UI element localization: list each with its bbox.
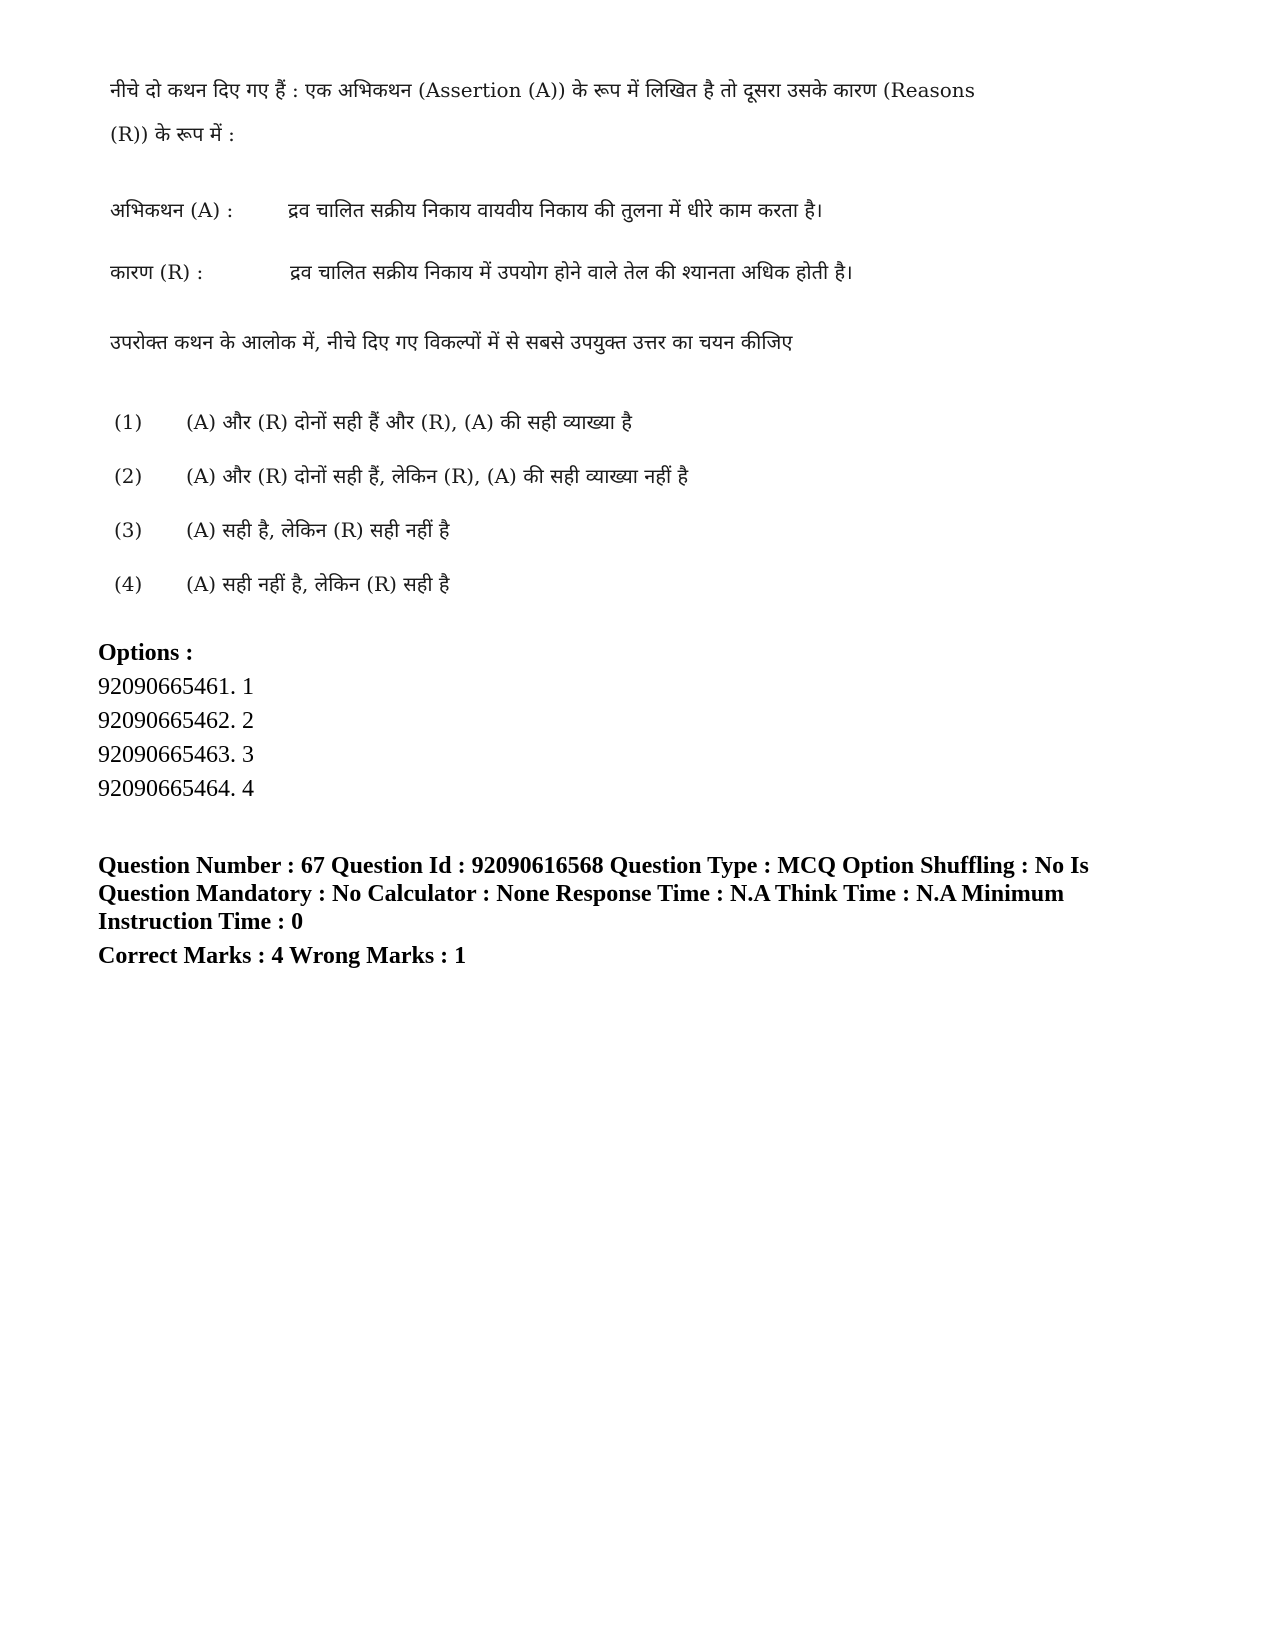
option-item: 92090665462. 2 <box>98 708 254 734</box>
question-meta-line: Question Mandatory : No Calculator : None Response Time : N.A Think Time : N.A Minimum <box>98 881 1065 907</box>
choice-number: (2) <box>114 464 143 488</box>
choice-text: (A) और (R) दोनों सही हैं, लेकिन (R), (A) की सही व्याख्या नहीं है <box>186 464 689 488</box>
choice-text: (A) और (R) दोनों सही हैं और (R), (A) की सही व्याख्या है <box>186 410 632 434</box>
reason-label: कारण (R) : <box>110 260 204 284</box>
option-item: 92090665461. 1 <box>98 674 254 700</box>
options-heading: Options : <box>98 640 194 666</box>
option-item: 92090665464. 4 <box>98 776 254 802</box>
choice-number: (3) <box>114 518 143 542</box>
reason-text: द्रव चालित सक्रीय निकाय में उपयोग होने वाले तेल की श्यानता अधिक होती है। <box>290 260 853 284</box>
choice-text: (A) सही नहीं है, लेकिन (R) सही है <box>186 572 450 596</box>
marks-line: Correct Marks : 4 Wrong Marks : 1 <box>98 943 467 969</box>
choice-text: (A) सही है, लेकिन (R) सही नहीं है <box>186 518 450 542</box>
assertion-label: अभिकथन (A) : <box>110 198 234 222</box>
question-intro-line-1: नीचे दो कथन दिए गए हैं : एक अभिकथन (Assertion (A)) के रूप में लिखित है तो दूसरा उसके कारण (Reasons <box>110 78 975 102</box>
question-meta-line: Instruction Time : 0 <box>98 909 304 935</box>
option-item: 92090665463. 3 <box>98 742 254 768</box>
choice-number: (1) <box>114 410 143 434</box>
choice-number: (4) <box>114 572 143 596</box>
question-intro-line-2: (R)) के रूप में : <box>110 122 235 146</box>
question-meta-line: Question Number : 67 Question Id : 92090616568 Question Type : MCQ Option Shuffling : No Is <box>98 853 1089 879</box>
assertion-text: द्रव चालित सक्रीय निकाय वायवीय निकाय की तुलना में धीरे काम करता है। <box>288 198 823 222</box>
question-instruction: उपरोक्त कथन के आलोक में, नीचे दिए गए विकल्पों में से सबसे उपयुक्त उत्तर का चयन कीजिए <box>110 330 793 354</box>
